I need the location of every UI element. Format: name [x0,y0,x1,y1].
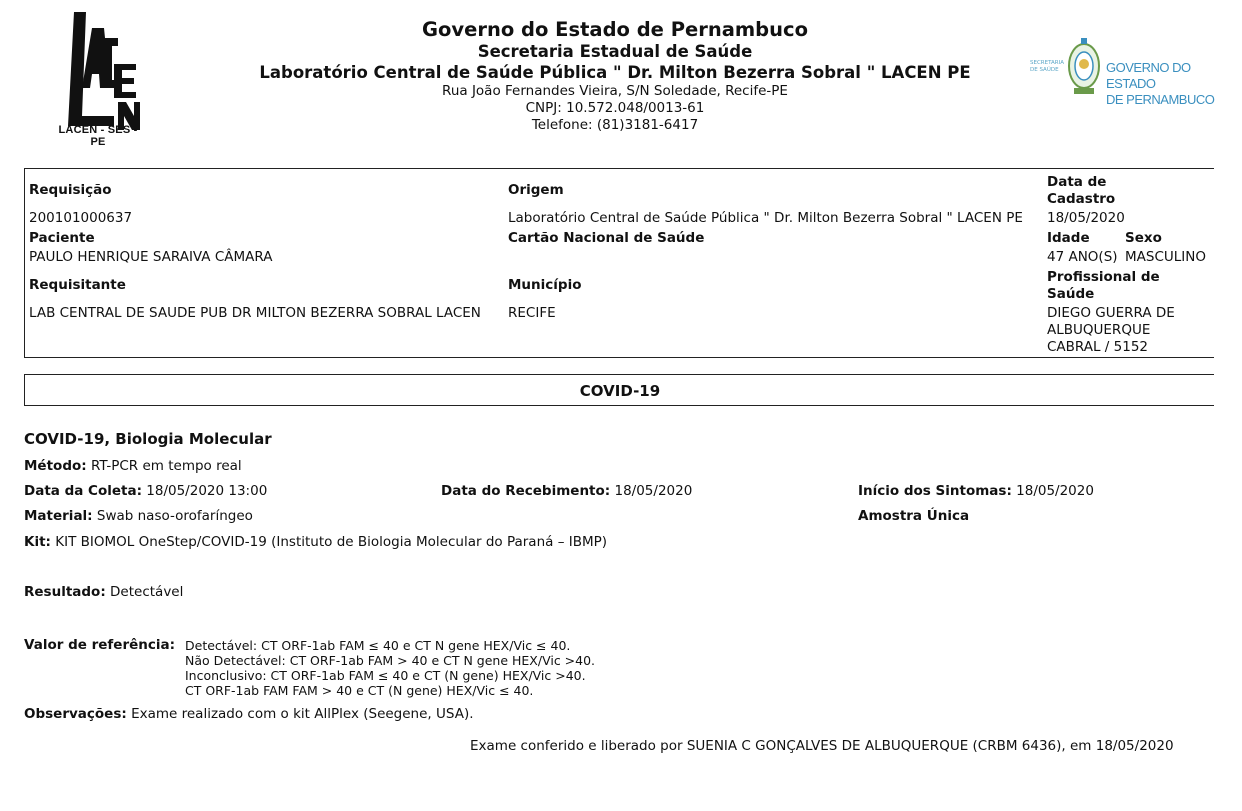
amostra-row [858,508,969,525]
gov-logo-line-2: DE PERNAMBUCO [1106,92,1215,107]
kit-row [24,534,607,551]
gov-logo-line-1: GOVERNO DO ESTADO [1106,60,1191,91]
sintomas-label: Início dos Sintomas: [858,483,1012,499]
header-subtitle-2: Laboratório Central de Saúde Pública " Dr. Milton Bezerra Sobral " LACEN PE [259,63,971,82]
material-value: Swab naso-orofaríngeo [96,508,253,524]
profissional-value: DIEGO GUERRA DE ALBUQUERQUE CABRAL / 5152 [1047,305,1175,355]
referencia-values [185,638,595,698]
recebimento-row [441,483,692,500]
origem-value: Laboratório Central de Saúde Pública " Dr. Milton Bezerra Sobral " LACEN PE [508,210,1023,226]
header-phone: Telefone: (81)3181-6417 [531,117,699,133]
document-header [230,18,1000,134]
paciente-label: Paciente [29,230,95,246]
sintomas-row [858,483,1094,500]
recebimento-value: 18/05/2020 [614,483,693,499]
referencia-line: CT ORF-1ab FAM FAM > 40 e CT (N gene) HEX/Vic ≤ 40. [185,683,534,698]
requisicao-label: Requisição [29,182,112,198]
coleta-label: Data da Coleta: [24,483,142,499]
material-row [24,508,253,525]
cartao-nacional-label: Cartão Nacional de Saúde [508,230,705,246]
requisicao-value: 200101000637 [29,210,133,226]
release-statement: Exame conferido e liberado por SUENIA C GONÇALVES DE ALBUQUERQUE (CRBM 6436), em 18/05/2020 [470,738,1174,754]
observacoes-value: Exame realizado com o kit AllPlex (Seegene, USA). [131,706,474,722]
amostra-label: Amostra Única [858,508,970,524]
material-label: Material: [24,508,93,524]
exam-banner [24,374,1214,406]
kit-value: KIT BIOMOL OneStep/COVID-19 (Instituto de Biologia Molecular do Paraná – IBMP) [55,534,608,550]
municipio-label: Município [508,277,582,293]
data-cadastro-value: 18/05/2020 [1047,210,1125,226]
sexo-value: MASCULINO [1125,249,1206,265]
observacoes-label: Observações: [24,706,127,722]
referencia-line: Não Detectável: CT ORF-1ab FAM > 40 e CT N gene HEX/Vic >40. [185,653,596,668]
requisitante-value: LAB CENTRAL DE SAUDE PUB DR MILTON BEZERRA SOBRAL LACEN [29,305,481,321]
referencia-label: Valor de referência: [24,637,176,653]
header-subtitle-1: Secretaria Estadual de Saúde [477,42,753,61]
metodo-row [24,458,242,475]
referencia-row [24,637,175,654]
resultado-row [24,584,183,601]
government-logo [1030,36,1220,107]
origem-label: Origem [508,182,564,198]
gov-logo-secretaria: SECRETARIA DE SAÚDE [1030,60,1065,73]
profissional-label: Profissional de Saúde [1047,269,1160,302]
resultado-value: Detectável [110,584,184,600]
referencia-line: Detectável: CT ORF-1ab FAM ≤ 40 e CT N gene HEX/Vic ≤ 40. [185,638,571,653]
lacen-logo-caption: LACEN - SES - PE [58,124,138,148]
exam-section-title: COVID-19, Biologia Molecular [24,430,272,448]
kit-label: Kit: [24,534,51,550]
idade-label: Idade [1047,230,1090,246]
sintomas-value: 18/05/2020 [1016,483,1094,499]
resultado-label: Resultado: [24,584,106,600]
gov-logo-text [1106,60,1220,108]
idade-value: 47 ANO(S) [1047,249,1118,265]
data-cadastro-label: Data de Cadastro [1047,174,1116,207]
lacen-logo [52,8,148,143]
metodo-value: RT-PCR em tempo real [90,458,242,474]
metodo-label: Método: [24,458,87,474]
paciente-value: PAULO HENRIQUE SARAIVA CÂMARA [29,249,273,265]
referencia-line: Inconclusivo: CT ORF-1ab FAM ≤ 40 e CT (N gene) HEX/Vic >40. [185,668,586,683]
coleta-value: 18/05/2020 13:00 [146,483,268,499]
observacoes-row [24,706,474,723]
state-seal-icon [1066,36,1102,98]
header-title: Governo do Estado de Pernambuco [422,18,808,41]
header-cnpj: CNPJ: 10.572.048/0013-61 [525,100,705,116]
requisitante-label: Requisitante [29,277,126,293]
recebimento-label: Data do Recebimento: [441,483,611,499]
coleta-row [24,483,267,500]
patient-info-box [24,168,1214,358]
header-address: Rua João Fernandes Vieira, S/N Soledade, Recife-PE [442,83,788,99]
sexo-label: Sexo [1125,230,1162,246]
municipio-value: RECIFE [508,305,556,321]
exam-banner-title: COVID-19 [579,382,661,400]
